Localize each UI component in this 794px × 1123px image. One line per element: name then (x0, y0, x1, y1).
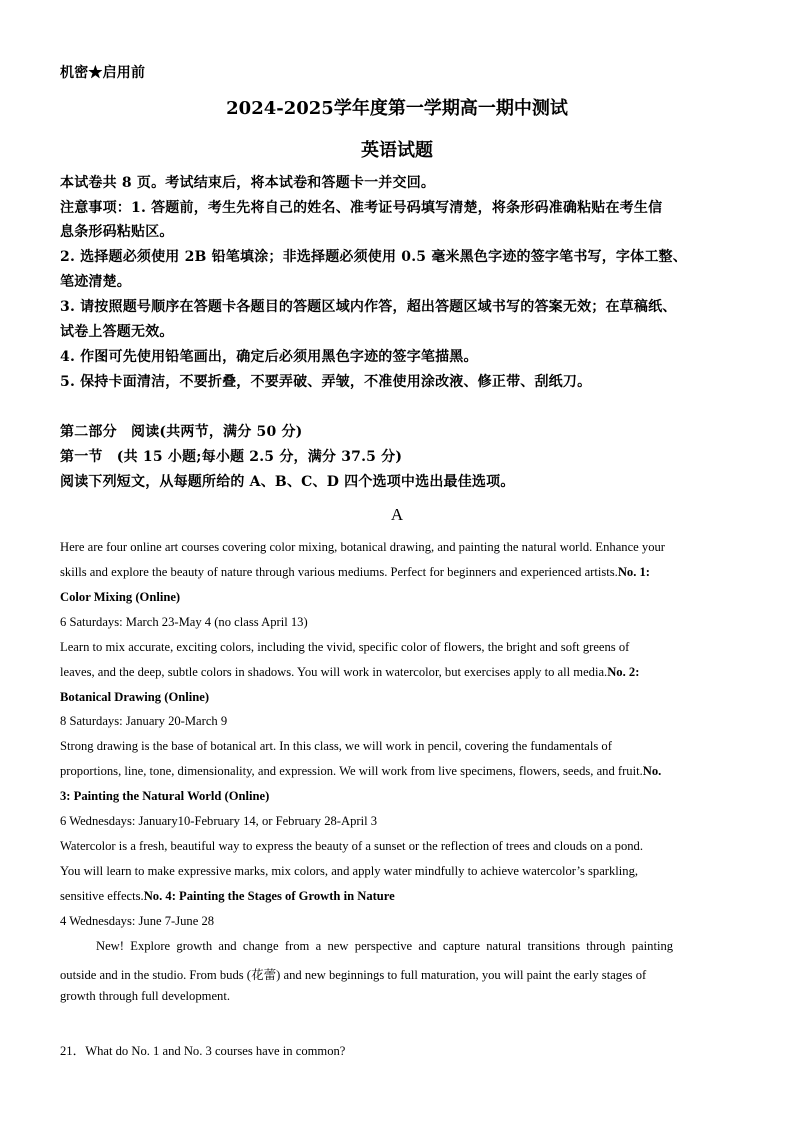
passage-line: outside and in the studio. From buds (花蕾) and new beginnings to full maturation, you will paint the early stages of (60, 968, 647, 982)
passage-line: Strong drawing is the base of botanical art. In this class, we will work in pencil, covering the fundamentals of (60, 739, 612, 753)
exam-title: 2024-2025学年度第一学期高一期中测试 (226, 98, 568, 119)
notice-line: 注意事项：1. 答题前，考生先将自己的姓名、准考证号码填写清楚，将条形码准确粘贴在考生信 (60, 200, 663, 216)
passage-text: skills and explore the beauty of nature through various mediums. Perfect for beginners and experienced artists. (60, 565, 618, 579)
passage-line (60, 889, 395, 904)
course-date: 4 Wednesdays: June 7-June 28 (60, 914, 215, 928)
course-heading: Botanical Drawing (Online) (60, 690, 210, 704)
notice-line: 笔迹清楚。 (60, 274, 131, 290)
notice-line: 3. 请按照题号顺序在答题卡各题目的答题区域内作答，超出答题区域书写的答案无效；在草稿纸、 (60, 299, 677, 315)
notice-line: 5. 保持卡面清洁，不要折叠，不要弄破、弄皱，不准使用涂改液、修正带、刮纸刀。 (60, 374, 592, 390)
course-heading: No. 2: (607, 665, 640, 679)
passage-line (60, 665, 639, 680)
passage-line: Here are four online art courses covering color mixing, botanical drawing, and painting the natural world. Enhance your (60, 540, 665, 554)
passage-line (60, 565, 650, 580)
course-heading: No. 1: (617, 565, 650, 579)
notice-line: 2. 选择题必须使用 2B 铅笔填涂；非选择题必须使用 0.5 毫米黑色字迹的签字笔书写，字体工整、 (60, 249, 687, 265)
passage-line: Watercolor is a fresh, beautiful way to express the beauty of a sunset or the reflection of trees and clouds on a pond. (60, 839, 644, 853)
course-heading: No. 4: Painting the Stages of Growth in Nature (143, 889, 395, 903)
course-date: 6 Wednesdays: January10-February 14, or February 28-April 3 (60, 814, 378, 828)
passage-text: sensitive effects. (60, 889, 144, 903)
subject-title: 英语试题 (361, 140, 433, 161)
course-heading: No. (642, 764, 662, 778)
notice-line: 本试卷共 8 页。考试结束后，将本试卷和答题卡一并交回。 (60, 175, 436, 191)
passage-line: growth through full development. (60, 989, 230, 1003)
passage-line: New! Explore growth and change from a new perspective and capture natural transitions through painting (96, 939, 674, 953)
course-heading: 3: Painting the Natural World (Online) (60, 789, 270, 803)
notice-line: 试卷上答题无效。 (60, 324, 174, 340)
course-heading: Color Mixing (Online) (60, 590, 181, 604)
confidential-mark: 机密★启用前 (60, 65, 146, 81)
course-date: 6 Saturdays: March 23-May 4 (no class April 13) (60, 615, 308, 629)
passage-line: You will learn to make expressive marks, mix colors, and apply water mindfully to achieve watercolor’s sparkling, (60, 864, 639, 878)
question-21: 21．What do No. 1 and No. 3 courses have in common? (60, 1044, 346, 1058)
passage-label: A (390, 505, 404, 524)
passage-line (60, 764, 661, 779)
notice-line: 息条形码粘贴区。 (60, 224, 174, 240)
passage-text: proportions, line, tone, dimensionality, and expression. We will work from live specimens, flowers, seeds, and fruit. (60, 764, 643, 778)
subsection-heading: 第一节 (共 15 小题;每小题 2.5 分，满分 37.5 分) (60, 449, 403, 465)
passage-line: Learn to mix accurate, exciting colors, including the vivid, specific color of flowers, the bright and soft greens of (60, 640, 630, 654)
course-date: 8 Saturdays: January 20-March 9 (60, 714, 228, 728)
section-part-heading: 第二部分 阅读(共两节，满分 50 分) (60, 424, 303, 440)
reading-instruction: 阅读下列短文，从每题所给的 A、B、C、D 四个选项中选出最佳选项。 (60, 474, 515, 490)
passage-text: leaves, and the deep, subtle colors in shadows. You will work in watercolor, but exercises apply to all media. (60, 665, 608, 679)
notice-line: 4. 作图可先使用铅笔画出，确定后必须用黑色字迹的签字笔描黑。 (60, 349, 478, 365)
